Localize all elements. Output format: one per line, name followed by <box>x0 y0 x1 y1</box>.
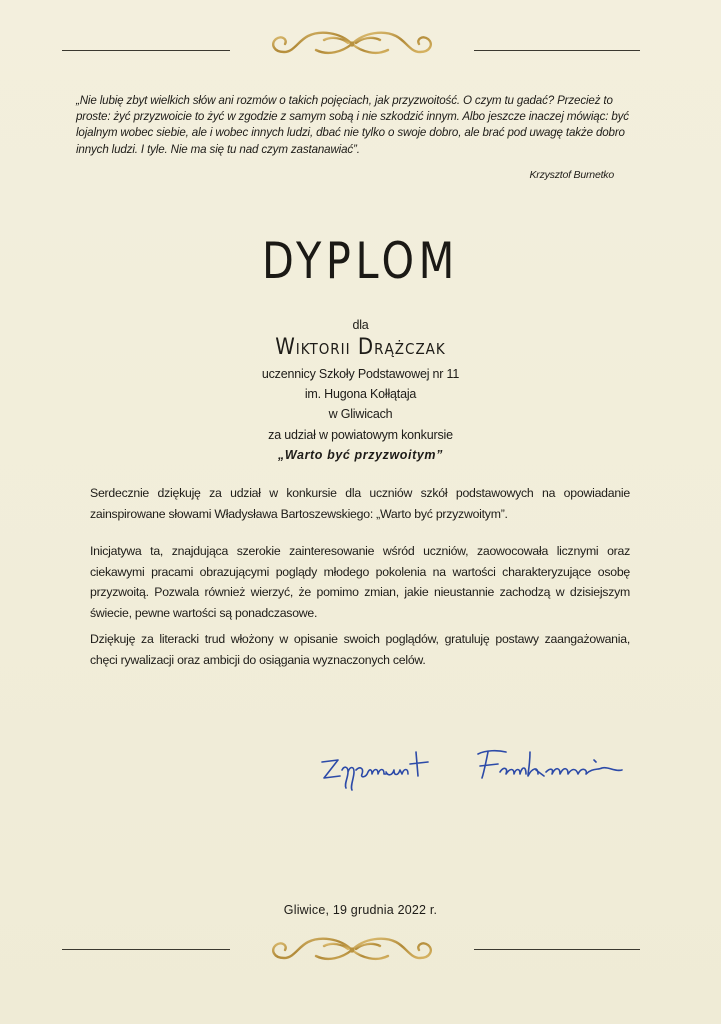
top-left-rule <box>62 50 230 51</box>
top-gold-flourish-icon <box>264 26 440 62</box>
recipient-name: Wiktorii Drążczak <box>275 335 446 360</box>
bottom-gold-flourish-icon <box>264 932 440 968</box>
body-paragraph: Serdecznie dziękuję za udział w konkursie dla uczniów szkół podstawowych na opowiadanie zainspirowane słowami Władysława Bartoszewskiego: „Warto być przyzwoitym”. <box>90 486 630 521</box>
page-title: DYPLOM <box>262 232 459 290</box>
recipient-line: im. Hugona Kołłątaja <box>304 387 417 401</box>
issue-date: Gliwice, 19 grudnia 2022 r. <box>283 903 438 917</box>
motto-author: Krzysztof Burnetko <box>529 169 614 181</box>
recipient-line: za udział w powiatowym konkursie <box>268 428 453 442</box>
top-right-rule <box>474 50 640 51</box>
handwritten-signature <box>316 744 636 794</box>
contest-name: „Warto być przyzwoitym” <box>278 448 443 462</box>
body-paragraph: Inicjatywa ta, znajdująca szerokie zainteresowanie wśród uczniów, zaowocowała licznymi oraz ciekawymi pracami obrazującymi poglądy młodego pokolenia na wartości charakteryzujące osobę przyzwoitą. Pozwala również wierzyć, że pomimo zmian, jakie nieustannie zachodzą w dzisiejszym świecie, pewne wartości są ponadczasowe. <box>90 544 630 620</box>
body-paragraph: Dziękuję za literacki trud włożony w opisanie swoich poglądów, gratuluję postawy zaangażowania, chęci rywalizacji oraz ambicji do osiągania wyznaczonych celów. <box>90 632 630 667</box>
recipient-line: w Gliwicach <box>328 407 393 421</box>
recipient-line: uczennicy Szkoły Podstawowej nr 11 <box>261 367 460 381</box>
for-label: dla <box>352 318 369 332</box>
bottom-right-rule <box>474 949 640 950</box>
motto-quote: „Nie lubię zbyt wielkich słów ani rozmów o takich pojęciach, jak przyzwoitość. O czym tu gadać? Przecież to proste: żyć przyzwoicie to żyć w zgodzie z samym sobą i nie szkodzić innym. Albo jeszcze inaczej mówiąc: być lojalnym wobec siebie, ale i wobec innych ludzi, dbać nie tylko o swoje dobro, ale brać pod uwagę także dobro innych ludzi. I tyle. Nie ma się tu nad czym zastanawiać”. <box>76 94 629 156</box>
bottom-left-rule <box>62 949 230 950</box>
